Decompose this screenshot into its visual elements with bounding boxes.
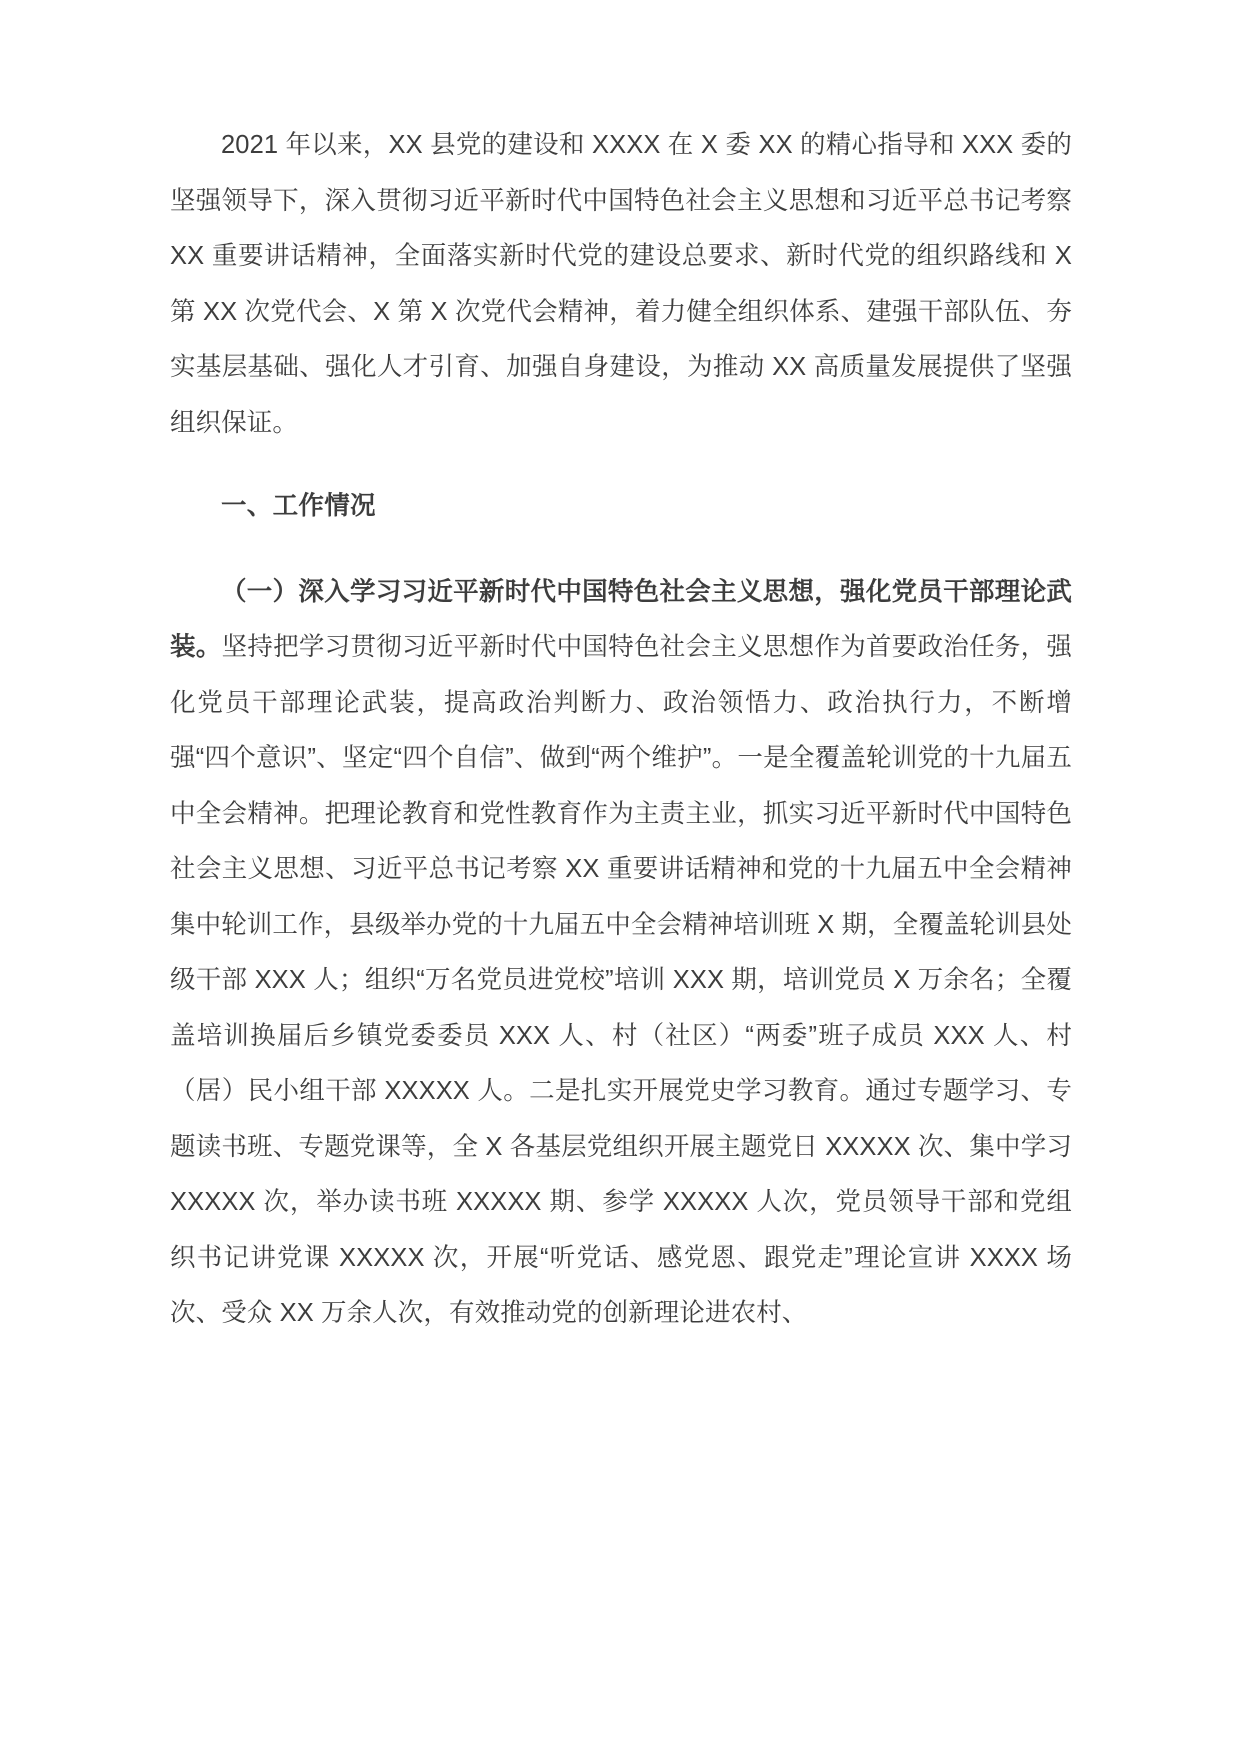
intro-paragraph: 2021 年以来，XX 县党的建设和 XXXX 在 X 委 XX 的精心指导和 XXX 委的坚强领导下，深入贯彻习近平新时代中国特色社会主义思想和习近平总书记考察 XX 重要讲话精神，全面落实新时代党的建设总要求、新时代党的组织路线和 X 第 XX 次党代会、X 第 X 次党代会精神，着力健全组织体系、建强干部队伍、夯实基层基础、强化人才引育、加强自身建设，为推动 XX 高质量发展提供了坚强组织保证。: [170, 131, 1072, 437]
heading-spacer: [170, 535, 1072, 565]
subsection-one-paragraph: [170, 565, 1072, 1342]
subsection-one-body: 坚持把学习贯彻习近平新时代中国特色社会主义思想作为首要政治任务，强化党员干部理论武装，提高政治判断力、政治领悟力、政治执行力，不断增强“四个意识”、坚定“四个自信”、做到“两个维护”。一是全覆盖轮训党的十九届五中全会精神。把理论教育和党性教育作为主责主业，抓实习近平新时代中国特色社会主义思想、习近平总书记考察 XX 重要讲话精神和党的十九届五中全会精神集中轮训工作，县级举办党的十九届五中全会精神培训班 X 期，全覆盖轮训县处级干部 XXX 人；组织“万名党员进党校”培训 XXX 期，培训党员 X 万余名；全覆盖培训换届后乡镇党委委员 XXX 人、村（社区）“两委”班子成员 XXX 人、村（居）民小组干部 XXXXX 人。二是扎实开展党史学习教育。通过专题学习、专题读书班、专题党课等，全 X 各基层党组织开展主题党日 XXXXX 次、集中学习 XXXXX 次，举办读书班 XXXXX 期、参学 XXXXX 人次，党员领导干部和党组织书记讲党课 XXXXX 次，开展“听党话、感党恩、跟党走”理论宣讲 XXXX 场次、受众 XX 万余人次，有效推动党的创新理论进农村、: [170, 633, 1072, 1327]
paragraph-spacer: [170, 451, 1072, 479]
subsection-one-heading: （一）深入学习习近平新时代中国特色社会主义思想，强化党员干部理论武装。: [170, 577, 1072, 661]
section-heading-one: 一、工作情况: [221, 492, 376, 520]
